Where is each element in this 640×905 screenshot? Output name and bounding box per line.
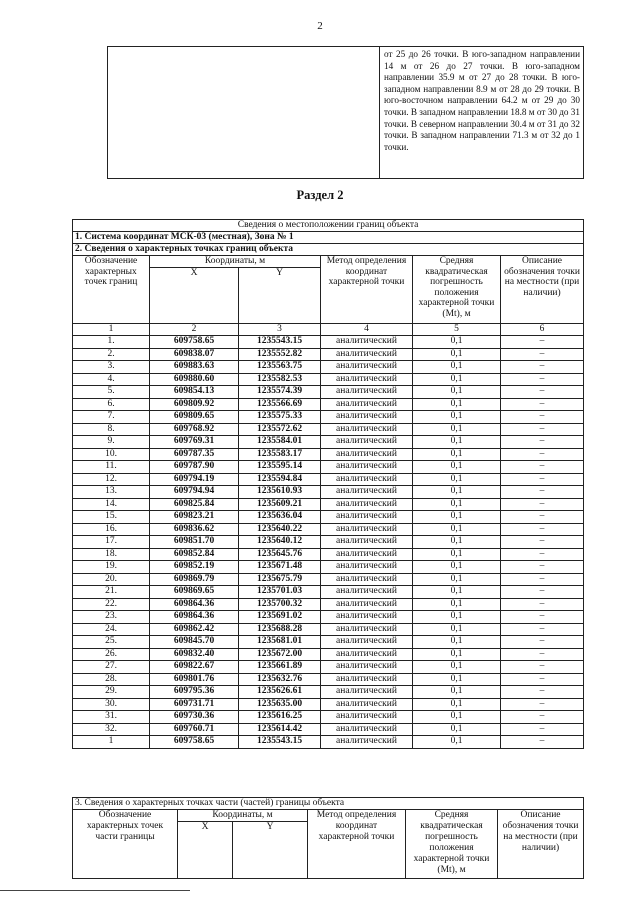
page-number: 2 [317, 20, 323, 32]
x-value: 609758.65 [150, 736, 239, 749]
error-value: 0,1 [413, 423, 501, 436]
table-row [73, 648, 584, 661]
point-number: 23. [73, 611, 150, 624]
table-row [73, 586, 584, 599]
error-value: 0,1 [413, 511, 501, 524]
y-value: 1235614.42 [239, 723, 321, 736]
y-value: 1235672.00 [239, 648, 321, 661]
point-number: 18. [73, 548, 150, 561]
method-value: аналитический [321, 723, 413, 736]
table-title: Сведения о местоположении границ объекта [73, 220, 584, 232]
y-value: 1235635.00 [239, 698, 321, 711]
header-coordinates: Координаты, м [150, 256, 321, 268]
y-value: 1235701.03 [239, 586, 321, 599]
method-value: аналитический [321, 448, 413, 461]
x-value: 609864.36 [150, 611, 239, 624]
description-value: – [501, 648, 584, 661]
description-value: – [501, 511, 584, 524]
description-value: – [501, 498, 584, 511]
description-value: – [501, 486, 584, 499]
table-row [73, 686, 584, 699]
x-value: 609787.35 [150, 448, 239, 461]
error-value: 0,1 [413, 336, 501, 349]
x-value: 609852.19 [150, 561, 239, 574]
y-value: 1235688.28 [239, 623, 321, 636]
method-value: аналитический [321, 586, 413, 599]
description-value: – [501, 423, 584, 436]
table-row [73, 398, 584, 411]
point-number: 14. [73, 498, 150, 511]
error-value: 0,1 [413, 348, 501, 361]
method-value: аналитический [321, 548, 413, 561]
description-value: – [501, 711, 584, 724]
error-value: 0,1 [413, 536, 501, 549]
error-value: 0,1 [413, 486, 501, 499]
method-value: аналитический [321, 361, 413, 374]
description-value: – [501, 561, 584, 574]
continuation-table [107, 46, 584, 179]
point-number: 25. [73, 636, 150, 649]
y-value: 1235575.33 [239, 411, 321, 424]
point-number: 28. [73, 673, 150, 686]
part-header-x: X [178, 822, 233, 879]
description-value: – [501, 361, 584, 374]
point-number: 13. [73, 486, 150, 499]
table-row [73, 473, 584, 486]
x-value: 609768.92 [150, 423, 239, 436]
point-number: 24. [73, 623, 150, 636]
point-number: 31. [73, 711, 150, 724]
description-value: – [501, 398, 584, 411]
y-value: 1235626.61 [239, 686, 321, 699]
table-row [73, 448, 584, 461]
x-value: 609809.92 [150, 398, 239, 411]
point-number: 10. [73, 448, 150, 461]
y-value: 1235583.17 [239, 448, 321, 461]
description-value: – [501, 686, 584, 699]
description-value: – [501, 348, 584, 361]
method-value: аналитический [321, 711, 413, 724]
method-value: аналитический [321, 661, 413, 674]
description-value: – [501, 723, 584, 736]
point-number: 29. [73, 686, 150, 699]
x-value: 609825.84 [150, 498, 239, 511]
point-number: 11. [73, 461, 150, 474]
table-row [73, 511, 584, 524]
method-value: аналитический [321, 511, 413, 524]
table-row [73, 461, 584, 474]
description-value: – [501, 536, 584, 549]
method-value: аналитический [321, 736, 413, 749]
x-value: 609823.21 [150, 511, 239, 524]
y-value: 1235640.12 [239, 536, 321, 549]
x-value: 609869.79 [150, 573, 239, 586]
point-number: 3. [73, 361, 150, 374]
error-value: 0,1 [413, 523, 501, 536]
table-row [73, 736, 584, 749]
point-number: 27. [73, 661, 150, 674]
y-value: 1235691.02 [239, 611, 321, 624]
method-value: аналитический [321, 423, 413, 436]
error-value: 0,1 [413, 498, 501, 511]
y-value: 1235640.22 [239, 523, 321, 536]
y-value: 1235632.76 [239, 673, 321, 686]
error-value: 0,1 [413, 711, 501, 724]
y-value: 1235645.76 [239, 548, 321, 561]
y-value: 1235700.32 [239, 598, 321, 611]
table-row [73, 336, 584, 349]
table-row [73, 386, 584, 399]
y-value: 1235584.01 [239, 436, 321, 449]
method-value: аналитический [321, 673, 413, 686]
description-value: – [501, 736, 584, 749]
x-value: 609758.65 [150, 336, 239, 349]
y-value: 1235595.14 [239, 461, 321, 474]
header-y: Y [239, 268, 321, 324]
column-divider [379, 47, 380, 178]
description-value: – [501, 598, 584, 611]
x-value: 609854.13 [150, 386, 239, 399]
header-description: Описание обозначения точки на местности (при наличии) [501, 256, 584, 324]
table-row [73, 698, 584, 711]
error-value: 0,1 [413, 461, 501, 474]
point-number: 17. [73, 536, 150, 549]
x-value: 609851.70 [150, 536, 239, 549]
boundary-points-table [72, 219, 584, 749]
method-value: аналитический [321, 561, 413, 574]
col-number: 6 [501, 324, 584, 336]
part-table-title: 3. Сведения о характерных точках части (частей) границы объекта [73, 798, 584, 810]
error-value: 0,1 [413, 636, 501, 649]
point-number: 1. [73, 336, 150, 349]
x-value: 609801.76 [150, 673, 239, 686]
table-row [73, 611, 584, 624]
table-row [73, 536, 584, 549]
method-value: аналитический [321, 623, 413, 636]
x-value: 609795.36 [150, 686, 239, 699]
boundary-description: от 25 до 26 точки. В юго-западном направлении 14 м от 26 до 27 точки. В юго-западном направлении 35.9 м от 27 до 28 точки. В юго-западном направлении 8.9 м от 28 до 29 точки. В юго-восточном направлении 64.2 м от 29 до 30 точки. В западном направлении 18.8 м от 30 до 31 точки. В северном направлении 30.4 м от 31 до 32 точки. В западном направлении 71.3 м от 32 до 1 точки. [384, 49, 580, 152]
part-header-designation: Обозначение характерных точек части границы [73, 810, 178, 879]
method-value: аналитический [321, 336, 413, 349]
part-header-coordinates: Координаты, м [178, 810, 308, 822]
point-number: 5. [73, 386, 150, 399]
description-value: – [501, 386, 584, 399]
x-value: 609822.67 [150, 661, 239, 674]
error-value: 0,1 [413, 698, 501, 711]
description-value: – [501, 586, 584, 599]
method-value: аналитический [321, 698, 413, 711]
table-row [73, 561, 584, 574]
y-value: 1235552.82 [239, 348, 321, 361]
table-row [73, 498, 584, 511]
error-value: 0,1 [413, 386, 501, 399]
description-value: – [501, 461, 584, 474]
table-row [73, 436, 584, 449]
table-row [73, 411, 584, 424]
table-row [73, 523, 584, 536]
y-value: 1235572.62 [239, 423, 321, 436]
description-value: – [501, 336, 584, 349]
method-value: аналитический [321, 686, 413, 699]
part-header-error: Средняя квадратическая погрешность положения характерной точки (Mt), м [406, 810, 498, 879]
point-number: 32. [73, 723, 150, 736]
method-value: аналитический [321, 348, 413, 361]
x-value: 609731.71 [150, 698, 239, 711]
error-value: 0,1 [413, 561, 501, 574]
table-row [73, 373, 584, 386]
col-number: 2 [150, 324, 239, 336]
table-row [73, 623, 584, 636]
y-value: 1235675.79 [239, 573, 321, 586]
header-x: X [150, 268, 239, 324]
col-number: 4 [321, 324, 413, 336]
method-value: аналитический [321, 411, 413, 424]
description-value: – [501, 436, 584, 449]
table-row [73, 573, 584, 586]
method-value: аналитический [321, 473, 413, 486]
part-boundary-table [72, 797, 584, 879]
table-row [73, 636, 584, 649]
method-value: аналитический [321, 498, 413, 511]
description-value: – [501, 523, 584, 536]
method-value: аналитический [321, 611, 413, 624]
y-value: 1235574.39 [239, 386, 321, 399]
section-title: Раздел 2 [296, 188, 344, 202]
table-row [73, 348, 584, 361]
error-value: 0,1 [413, 598, 501, 611]
error-value: 0,1 [413, 361, 501, 374]
method-value: аналитический [321, 398, 413, 411]
error-value: 0,1 [413, 648, 501, 661]
description-value: – [501, 473, 584, 486]
y-value: 1235616.25 [239, 711, 321, 724]
description-value: – [501, 411, 584, 424]
method-value: аналитический [321, 536, 413, 549]
x-value: 609838.07 [150, 348, 239, 361]
y-value: 1235681.01 [239, 636, 321, 649]
point-number: 19. [73, 561, 150, 574]
error-value: 0,1 [413, 661, 501, 674]
coordinate-system: 1. Система координат МСК-03 (местная), Зона № 1 [73, 232, 584, 244]
description-value: – [501, 611, 584, 624]
table-row [73, 661, 584, 674]
method-value: аналитический [321, 373, 413, 386]
x-value: 609787.90 [150, 461, 239, 474]
description-value: – [501, 573, 584, 586]
y-value: 1235636.04 [239, 511, 321, 524]
point-number: 8. [73, 423, 150, 436]
error-value: 0,1 [413, 473, 501, 486]
point-number: 1 [73, 736, 150, 749]
table-row [73, 723, 584, 736]
x-value: 609760.71 [150, 723, 239, 736]
method-value: аналитический [321, 648, 413, 661]
description-value: – [501, 661, 584, 674]
description-value: – [501, 373, 584, 386]
table-subtitle: 2. Сведения о характерных точках границ объекта [73, 244, 584, 256]
table-row [73, 711, 584, 724]
table-row [73, 548, 584, 561]
y-value: 1235609.21 [239, 498, 321, 511]
error-value: 0,1 [413, 673, 501, 686]
description-value: – [501, 673, 584, 686]
method-value: аналитический [321, 636, 413, 649]
x-value: 609794.94 [150, 486, 239, 499]
error-value: 0,1 [413, 686, 501, 699]
error-value: 0,1 [413, 436, 501, 449]
y-value: 1235563.75 [239, 361, 321, 374]
part-header-method: Метод определения координат характерной точки [308, 810, 406, 879]
error-value: 0,1 [413, 736, 501, 749]
x-value: 609845.70 [150, 636, 239, 649]
part-header-y: Y [233, 822, 308, 879]
error-value: 0,1 [413, 398, 501, 411]
y-value: 1235543.15 [239, 336, 321, 349]
x-value: 609880.60 [150, 373, 239, 386]
y-value: 1235610.93 [239, 486, 321, 499]
x-value: 609864.36 [150, 598, 239, 611]
description-value: – [501, 636, 584, 649]
method-value: аналитический [321, 436, 413, 449]
point-number: 21. [73, 586, 150, 599]
x-value: 609852.84 [150, 548, 239, 561]
error-value: 0,1 [413, 373, 501, 386]
x-value: 609869.65 [150, 586, 239, 599]
description-value: – [501, 623, 584, 636]
table-row [73, 361, 584, 374]
point-number: 26. [73, 648, 150, 661]
error-value: 0,1 [413, 448, 501, 461]
method-value: аналитический [321, 598, 413, 611]
method-value: аналитический [321, 573, 413, 586]
error-value: 0,1 [413, 623, 501, 636]
x-value: 609769.31 [150, 436, 239, 449]
point-number: 22. [73, 598, 150, 611]
x-value: 609809.65 [150, 411, 239, 424]
col-number: 5 [413, 324, 501, 336]
footer-line [0, 890, 190, 891]
method-value: аналитический [321, 523, 413, 536]
point-number: 30. [73, 698, 150, 711]
point-number: 2. [73, 348, 150, 361]
header-designation: Обозначение характерных точек границ [73, 256, 150, 324]
x-value: 609883.63 [150, 361, 239, 374]
table-row [73, 673, 584, 686]
point-number: 4. [73, 373, 150, 386]
point-number: 16. [73, 523, 150, 536]
part-header-description: Описание обозначения точки на местности (при наличии) [498, 810, 584, 879]
col-number: 3 [239, 324, 321, 336]
y-value: 1235543.15 [239, 736, 321, 749]
description-value: – [501, 548, 584, 561]
error-value: 0,1 [413, 548, 501, 561]
table-row [73, 486, 584, 499]
method-value: аналитический [321, 461, 413, 474]
header-error: Средняя квадратическая погрешность положения характерной точки (Mt), м [413, 256, 501, 324]
x-value: 609794.19 [150, 473, 239, 486]
x-value: 609862.42 [150, 623, 239, 636]
point-number: 7. [73, 411, 150, 424]
description-value: – [501, 448, 584, 461]
method-value: аналитический [321, 386, 413, 399]
y-value: 1235566.69 [239, 398, 321, 411]
header-method: Метод определения координат характерной точки [321, 256, 413, 324]
point-number: 6. [73, 398, 150, 411]
table-row [73, 423, 584, 436]
col-number: 1 [73, 324, 150, 336]
y-value: 1235661.89 [239, 661, 321, 674]
method-value: аналитический [321, 486, 413, 499]
y-value: 1235671.48 [239, 561, 321, 574]
x-value: 609832.40 [150, 648, 239, 661]
x-value: 609730.36 [150, 711, 239, 724]
y-value: 1235594.84 [239, 473, 321, 486]
description-value: – [501, 698, 584, 711]
error-value: 0,1 [413, 611, 501, 624]
error-value: 0,1 [413, 411, 501, 424]
error-value: 0,1 [413, 573, 501, 586]
y-value: 1235582.53 [239, 373, 321, 386]
error-value: 0,1 [413, 723, 501, 736]
error-value: 0,1 [413, 586, 501, 599]
x-value: 609836.62 [150, 523, 239, 536]
point-number: 9. [73, 436, 150, 449]
point-number: 12. [73, 473, 150, 486]
point-number: 20. [73, 573, 150, 586]
table-row [73, 598, 584, 611]
point-number: 15. [73, 511, 150, 524]
